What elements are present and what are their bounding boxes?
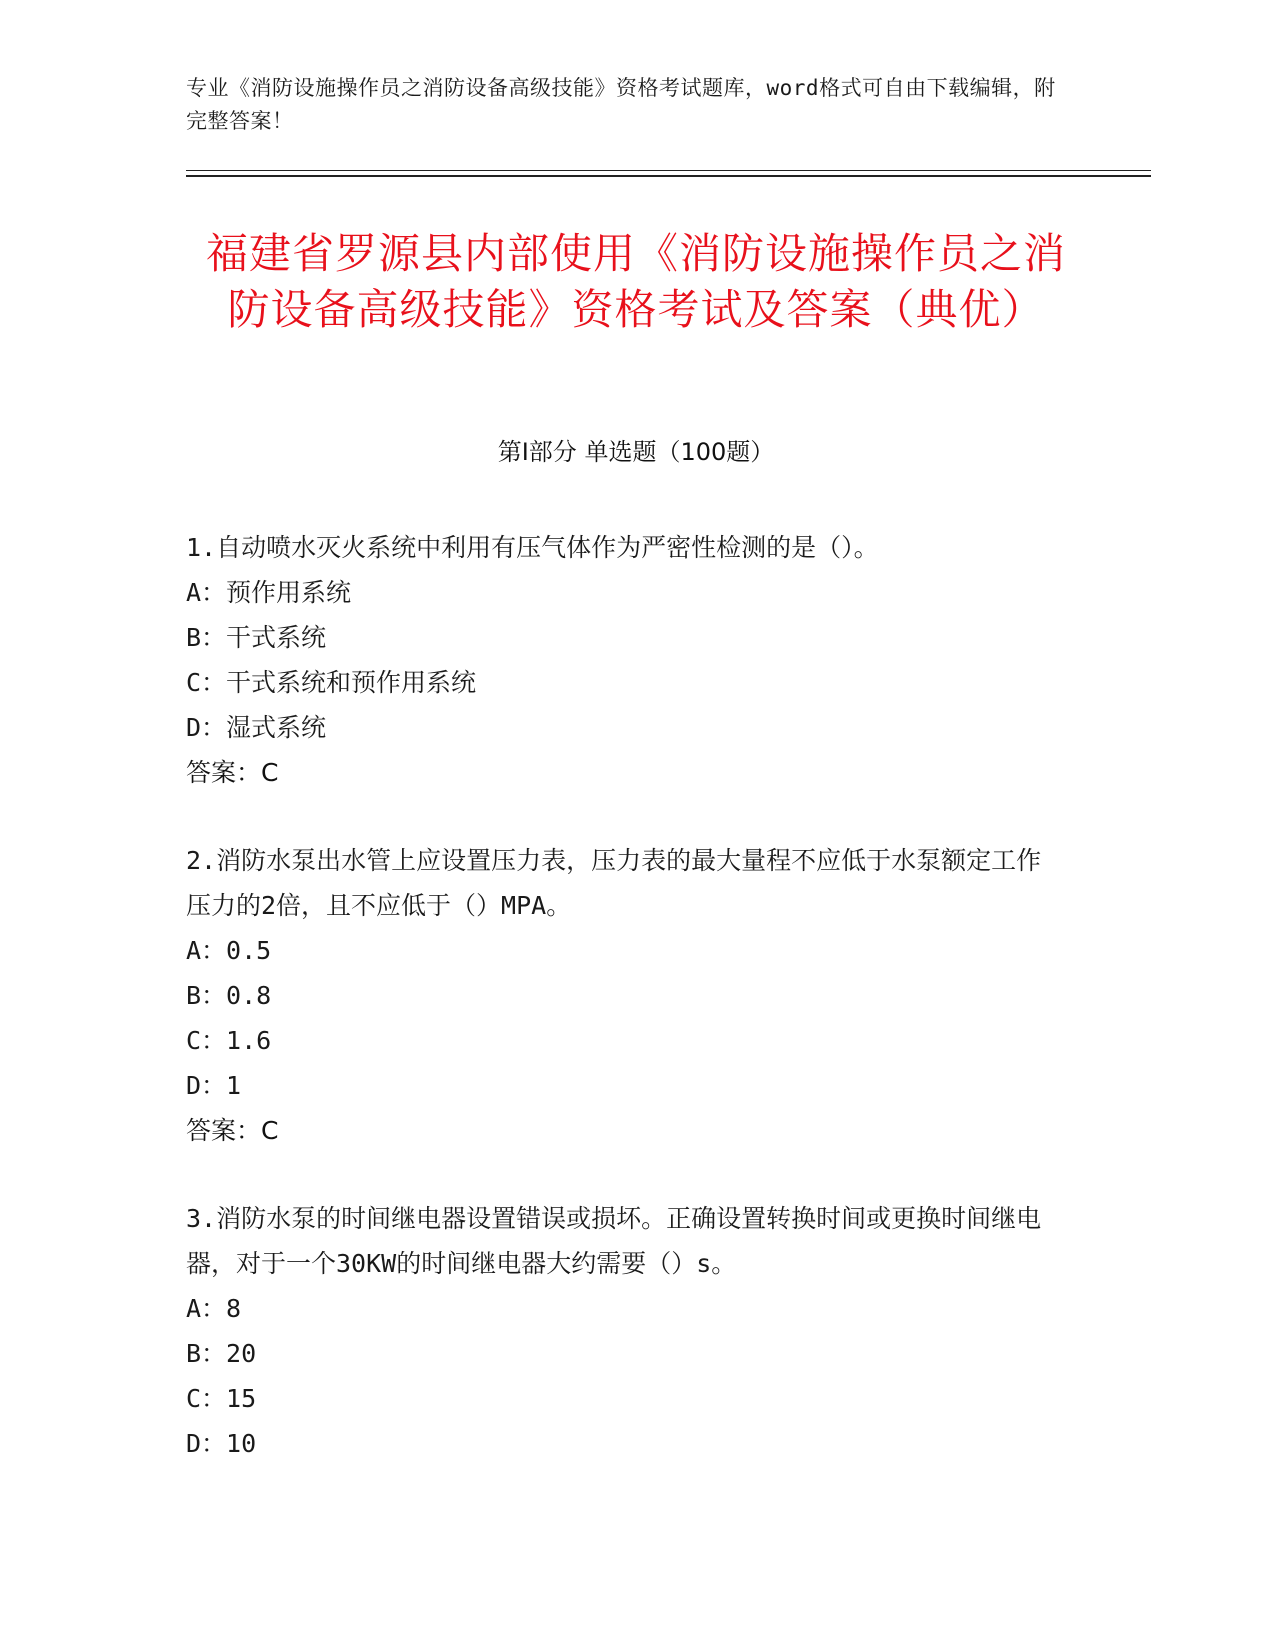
question-stem: 1.自动喷水灭火系统中利用有压气体作为严密性检测的是（）。 [186, 533, 879, 562]
question-stem: 3.消防水泵的时间继电器设置错误或损坏。正确设置转换时间或更换时间继电器，对于一个30KW的时间继电器大约需要（）s。 [186, 1204, 1042, 1278]
question-spacer [186, 795, 1066, 838]
option-c: C：干式系统和预作用系统 [186, 668, 477, 697]
option-b: B：干式系统 [186, 623, 327, 652]
question-3 [186, 1196, 1066, 1466]
header-rule-thick [186, 175, 1151, 177]
option-b: B：0.8 [186, 981, 272, 1010]
answer: 答案：C [186, 1116, 279, 1145]
answer: 答案：C [186, 758, 279, 787]
header-rule-thin [186, 170, 1151, 171]
question-2 [186, 838, 1066, 1153]
question-stem: 2.消防水泵出水管上应设置压力表，压力表的最大量程不应低于水泵额定工作压力的2倍，且不应低于（）MPA。 [186, 846, 1042, 920]
section-title: 第I部分 单选题（100题） [497, 438, 775, 466]
option-c: C：1.6 [186, 1026, 272, 1055]
question-list [186, 525, 1066, 1466]
option-d: D：1 [186, 1071, 242, 1100]
document-title: 福建省罗源县内部使用《消防设施操作员之消防设备高级技能》资格考试及答案（典优） [205, 229, 1066, 334]
option-a: A：0.5 [186, 936, 272, 965]
option-a: A：预作用系统 [186, 578, 352, 607]
question-spacer [186, 1153, 1066, 1196]
option-d: D：10 [186, 1429, 257, 1458]
option-d: D：湿式系统 [186, 713, 327, 742]
option-b: B：20 [186, 1339, 257, 1368]
header-note: 专业《消防设施操作员之消防设备高级技能》资格考试题库，word格式可自由下载编辑，附完整答案！ [186, 76, 1056, 133]
option-a: A：8 [186, 1294, 242, 1323]
option-c: C：15 [186, 1384, 257, 1413]
question-1 [186, 525, 1066, 795]
